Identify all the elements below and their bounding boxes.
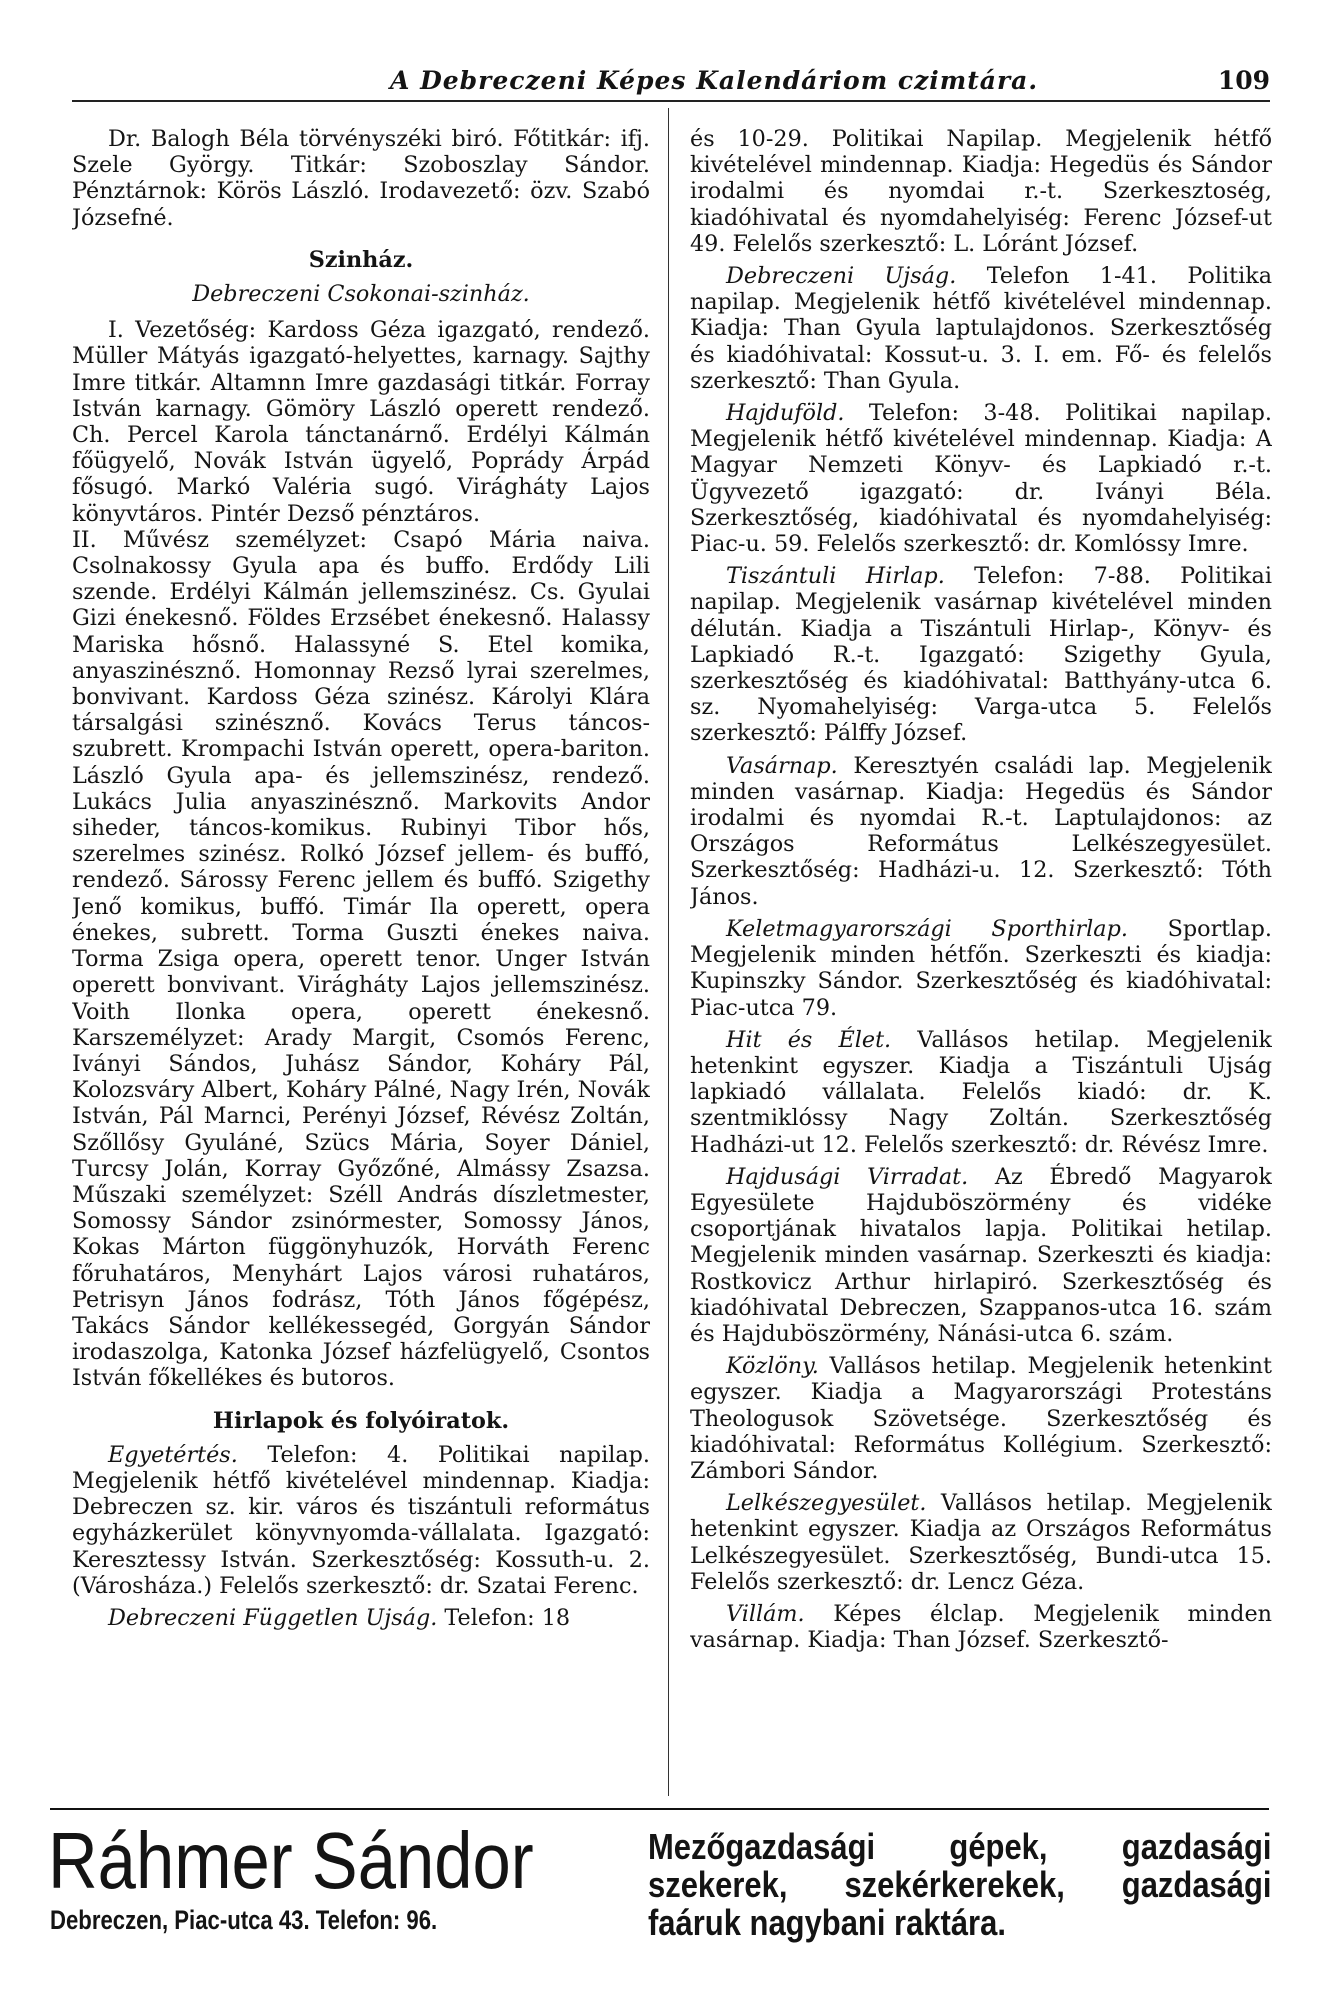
press-entry [690, 916, 1272, 1021]
advertisement-tagline: Mezőgazdasági gépek, gazdasági szekerek, szekérkerekek, gazdasági faáruk nagybani raktára. [648, 1826, 1272, 1943]
press-entry [690, 563, 1272, 746]
press-entry-body: Képes élclap. Megjelenik minden vasárnap. Kiadja: Than József. Szerkesztő- [690, 1600, 1272, 1654]
press-entry [72, 1442, 650, 1599]
press-entry-body: Sportlap. Megjelenik minden hétfőn. Szerkeszti és kiadja: Kupinszky Sándor. Szerkesztőség és kiadóhivatal: Piac-utca 79. [690, 915, 1272, 1021]
press-entry-title: Debreczeni Független Ujság. [108, 1604, 438, 1631]
press-entry-body: Vallásos hetilap. Megjelenik hetenkint egyszer. Kiadja a Magyarországi Protestáns Theologusok Szövetsége. Szerkesztőség és kiadóhivatal: Református Kollégium. Szerkesztő: Zámbori Sándor. [690, 1353, 1272, 1484]
press-entry-body: Vallásos hetilap. Megjelenik hetenkint egyszer. Kiadja az Országos Református Lelkészegyesület. Szerkesztőség, Bundi-utca 15. Felelős szerkesztő: dr. Lencz Géza. [690, 1490, 1272, 1595]
press-entry-body: Telefon 1-41. Politika napilap. Megjelenik hétfő kivételével mindennap. Kiadja: Than Gyula laptulajdonos. Szerkesztőség és kiadóhivatal: Kossut-u. 3. I. em. Fő- és felelős szerkesztő: Than Gyula. [690, 263, 1272, 394]
press-entry-body: Telefon: 7-88. Politikai napilap. Megjelenik vasárnap kivételével minden délután. Kiadja a Tiszántuli Hirlap-, Könyv- és Lapkiadó R.-t. Igazgató: Szigethy Gyula, szerkesztőség és kiadóhivatal: Batthyány-utca 6. sz. Nyomahelyiség: Varga-utca 5. Felelős szerkesztő: Pálffy József. [690, 563, 1272, 747]
press-entry-title: Lelkészegyesület. [726, 1490, 927, 1517]
advertisement-rule [50, 1808, 1269, 1810]
press-entry-title: Egyetértés. [108, 1441, 238, 1468]
press-entry [690, 263, 1272, 394]
press-entry-title: Tiszántuli Hirlap. [726, 563, 945, 590]
press-entry-title: Hajdusági Virradat. [726, 1163, 969, 1190]
press-entry-title: Közlöny. [726, 1353, 819, 1380]
press-entry-title: Villám. [726, 1600, 805, 1627]
artists-paragraph: II. Művész személyzet: Csapó Mária naiva. Csolnakossy Gyula apa és buffo. Erdődy Lili szende. Erdélyi Kálmán jellemszinész. Cs. Gyulai Gizi énekesnő. Földes Erzsébet énekesnő. Halassy Mariska hősnő. Halassyné S. Etel komika, anyaszinésznő. Homonnay Rezső lyrai szerelmes, bonvivant. Kardoss Géza szinész. Károlyi Klára társalgási szinésznő. Kovács Terus táncos-szubrett. Krompachi István operett, opera-bariton. László Gyula apa- és jellemszinész, rendező. Lukács Julia anyaszinésznő. Markovits Andor siheder, táncos-komikus. Rubinyi Tibor hős, szerelmes szinész. Rolkó József jellem- és buffó, rendező. Sárossy Ferenc jellem és buffó. Szigethy Jenő komikus, buffó. Timár Ila operett, opera énekes, subrett. Torma Guszti énekes naiva. Torma Zsiga opera, operett tenor. Unger István operett bonvivant. Virágháty Lajos jellemszinész. Voith Ilonka opera, operett énekesnő. Karszemélyzet: Arady Margit, Csomós Ferenc, Iványi Sándos, Juhász Sándor, Koháry Pál, Kolozsváry Albert, Koháry Pálné, Nagy Irén, Novák István, Pál Marnci, Perényi József, Révész Zoltán, Szőllősy Gyuláné, Szücs Mária, Soyer Dániel, Turcsy Jolán, Korray Győzőné, Almássy Zsazsa. Műszaki személyzet: Széll András díszletmester, Somossy Sándor zsinórmester, Somossy János, Kokas Márton függönyhuzók, Horváth Ferenc főruhatáros, Menyhárt Lajos városi ruhatáros, Petrisyn János fodrász, Tóth János főgépész, Takács Sándor kellékessegéd, Gorgyán Sándor irodaszolga, Katonka József házfelügyelő, Csontos István főkellékes és butoros. [72, 526, 650, 1392]
press-entry-title: Hit és Élet. [726, 1026, 892, 1053]
section-heading-press: Hirlapok és folyóiratok. [212, 1407, 510, 1434]
press-entry-title: Hajduföld. [726, 400, 845, 427]
press-entry [690, 1164, 1272, 1347]
press-entry [690, 400, 1272, 557]
press-entry-body: Telefon: 18 [437, 1604, 571, 1631]
press-entry-title: Vasárnap. [726, 752, 838, 779]
left-column [72, 126, 650, 1798]
press-entry-body: Keresztyén családi lap. Megjelenik minden vasárnap. Kiadja: Hegedüs és Sándor irodalmi és nyomdai R.-t. Laptulajdonos: az Országos Református Lelkészegyesület. Szerkesztőség: Hadházi-u. 12. Szerkesztő: Tóth János. [690, 752, 1272, 910]
right-column [690, 126, 1272, 1798]
header-rule [72, 100, 1270, 102]
press-entry [690, 753, 1272, 910]
press-entry-title: Debreczeni Ujság. [726, 263, 957, 290]
management-paragraph: I. Vezetőség: Kardoss Géza igazgató, rendező. Müller Mátyás igazgató-helyettes, karnagy. Sajthy Imre titkár. Altamnn Imre gazdasági titkár. Forray István karnagy. Gömöry László operett rendező. Ch. Percel Karola tánctanárnő. Erdélyi Kálmán főügyelő, Novák István ügyelő, Poprády Árpád fősugó. Markó Valéria sugó. Virágháty Lajos könyvtáros. Pintér Dezső pénztáros. [72, 317, 650, 527]
running-title: A Debreczeni Képes Kalendáriom czimtára. [390, 66, 1039, 95]
press-entry-body: Telefon: 3-48. Politikai napilap. Megjelenik hétfő kivételével mindennap. Kiadja: A Magyar Nemzeti Könyv- és Lapkiadó r.-t. Ügyvezető igazgató: dr. Iványi Béla. Szerkesztőség, kiadóhivatal és nyomdahelyiség: Piac-u. 59. Felelős szerkesztő: dr. Komlóssy Imre. [690, 400, 1272, 558]
intro-paragraph: Dr. Balogh Béla törvényszéki biró. Főtitkár: ifj. Szele György. Titkár: Szoboszlay Sándor. Pénztárnok: Körös László. Irodavezető: özv. Szabó Józsefné. [72, 126, 650, 231]
advertiser-address: Debreczen, Piac-utca 43. Telefon: 96. [50, 1905, 438, 1935]
continuation-paragraph: és 10-29. Politikai Napilap. Megjelenik hétfő kivételével mindennap. Kiadja: Hegedüs és Sándor irodalmi és nyomdai r.-t. Szerkesztoség, kiadóhivatal és nyomdahelyiség: Ferenc József-ut 49. Felelős szerkesztő: L. Lóránt József. [690, 126, 1272, 257]
running-header [72, 66, 1270, 98]
press-entry [72, 1605, 650, 1631]
press-entry-body: Telefon: 4. Politikai napilap. Megjelenik hétfő kivételével mindennap. Kiadja: Debreczen sz. kir. város és tiszántuli református egyházkerület könyvnyomda-vállalata. Igazgató: Keresztessy István. Szerkesztőség: Kossuth-u. 2. (Városháza.) Felelős szerkesztő: dr. Szatai Ferenc. [72, 1441, 650, 1599]
section-heading-theatre: Szinház. [308, 246, 414, 273]
press-entry [690, 1490, 1272, 1595]
press-entry-body: Az Ébredő Magyarok Egyesülete Hajduböszörmény és vidéke csoportjának hivatalos lapja. Politikai hetilap. Megjelenik minden vasárnap. Szerkeszti és kiadja: Rostkovicz Arthur hirlapiró. Szerkesztőség és kiadóhivatal Debreczen, Szappanos-utca 16. szám és Hajduböszörmény, Nánási-utca 6. szám. [690, 1163, 1272, 1347]
press-entry-body: Vallásos hetilap. Megjelenik hetenkint egyszer. Kiadja a Tiszántuli Ujság lapkiadó vállalata. Felelős kiadó: dr. K. szentmiklóssy Nagy Zoltán. Szerkesztőség Hadházi-ut 12. Felelős szerkesztő: dr. Révész Imre. [690, 1026, 1272, 1158]
theatre-subheading: Debreczeni Csokonai-szinház. [192, 281, 530, 308]
press-entry [690, 1353, 1272, 1484]
press-entry [690, 1601, 1272, 1653]
advertiser-name: Ráhmer Sándor [48, 1816, 534, 1905]
press-entry [690, 1027, 1272, 1158]
press-entry-title: Keletmagyarországi Sporthirlap. [726, 915, 1128, 942]
page-number: 109 [1217, 66, 1270, 95]
column-divider [668, 108, 669, 1796]
